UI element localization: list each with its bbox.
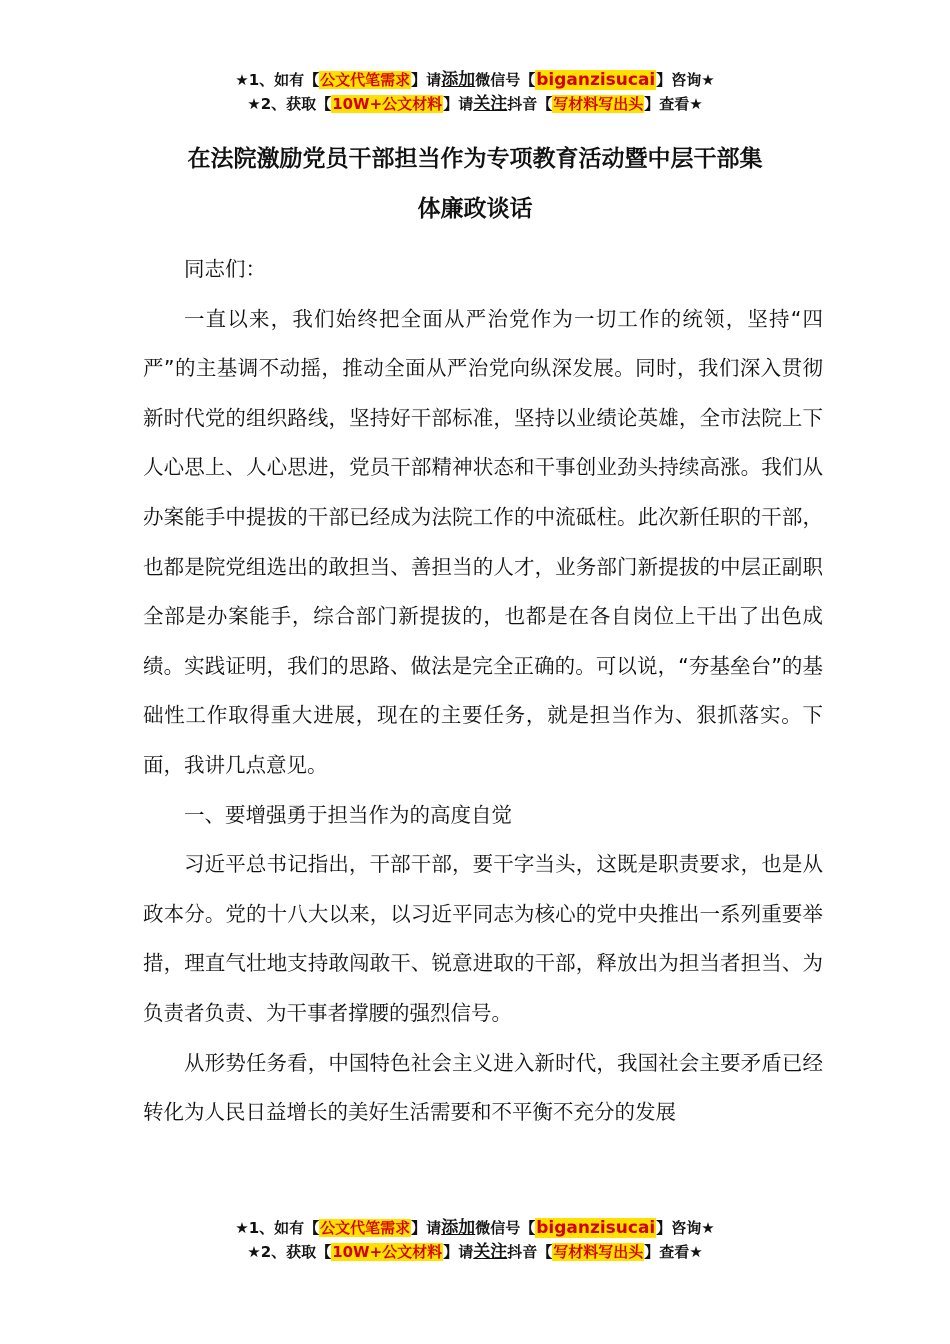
- promo-douyin-id: 写材料写出头: [553, 1243, 644, 1261]
- promo-underlined: 添加: [441, 1218, 476, 1238]
- promo-text: ★2、获取【: [247, 1243, 332, 1261]
- promo-text: ★1、如有【: [235, 71, 320, 89]
- promo-line-2: [0, 1240, 950, 1264]
- promo-underlined: 关注: [473, 94, 508, 114]
- promo-text: 】咨询★: [656, 71, 715, 89]
- promo-douyin-id: 写材料写出头: [553, 95, 644, 113]
- promo-text: 微信号【: [475, 71, 536, 89]
- promo-text: 】请: [443, 1243, 474, 1261]
- promo-text: 微信号【: [475, 1219, 536, 1237]
- promo-text: ★1、如有【: [235, 1219, 320, 1237]
- promo-text: 】请: [411, 1219, 442, 1237]
- section-heading-1: 一、要增强勇于担当作为的高度自觉: [184, 802, 512, 827]
- footer-promo-banner: [0, 1216, 950, 1264]
- promo-text: 】咨询★: [656, 1219, 715, 1237]
- promo-text: 抖音【: [507, 1243, 553, 1261]
- promo-text: 抖音【: [507, 95, 553, 113]
- promo-text: 】请: [443, 95, 474, 113]
- promo-highlight: 10W+公文材料: [332, 1243, 443, 1261]
- promo-highlight: 公文代笔需求: [320, 71, 411, 89]
- paragraph: 习近平总书记指出，干部干部，要干字当头，这既是职责要求，也是从政本分。党的十八大以来，以习近平同志为核心的党中央推出一系列重要举措，理直气壮地支持敢闯敢干、锐意进取的干部，释放出为担当者担当、为负责者负责、为干事者撑腰的强烈信号。: [143, 852, 823, 1025]
- title-line-1: 在法院激励党员干部担当作为专项教育活动暨中层干部集: [187, 146, 763, 172]
- promo-wechat-id: biganzisucai: [536, 70, 656, 90]
- title-line-2: 体廉政谈话: [417, 196, 533, 222]
- promo-highlight: 公文代笔需求: [320, 1219, 411, 1237]
- promo-underlined: 添加: [441, 70, 476, 90]
- promo-line-1: [0, 1216, 950, 1240]
- promo-text: ★2、获取【: [247, 95, 332, 113]
- promo-text: 】查看★: [644, 1243, 703, 1261]
- promo-text: 】查看★: [644, 95, 703, 113]
- promo-line-1: [0, 68, 950, 92]
- document-body: [143, 245, 823, 1138]
- promo-line-2: [0, 92, 950, 116]
- promo-text: 】请: [411, 71, 442, 89]
- promo-wechat-id: biganzisucai: [536, 1218, 656, 1238]
- document-title: [140, 134, 810, 234]
- paragraph: 从形势任务看，中国特色社会主义进入新时代，我国社会主要矛盾已经转化为人民日益增长的美好生活需要和不平衡不充分的发展: [143, 1050, 823, 1125]
- promo-highlight: 10W+公文材料: [332, 95, 443, 113]
- salutation: 同志们：: [184, 257, 266, 281]
- paragraph-intro: 一直以来，我们始终把全面从严治党作为一切工作的统领，坚持“四严”的主基调不动摇，推动全面从严治党向纵深发展。同时，我们深入贯彻新时代党的组织路线，坚持好干部标准，坚持以业绩论英雄，全市法院上下人心思上、人心思进，党员干部精神状态和干事创业劲头持续高涨。我们从办案能手中提拔的干部已经成为法院工作的中流砥柱。此次新任职的干部，也都是院党组选出的敢担当、善担当的人才，业务部门新提拔的中层正副职全部是办案能手，综合部门新提拔的，也都是在各自岗位上干出了出色成绩。实践证明，我们的思路、做法是完全正确的。可以说，“夯基垒台”的基础性工作取得重大进展，现在的主要任务，就是担当作为、狠抓落实。下面，我讲几点意见。: [143, 306, 823, 777]
- promo-underlined: 关注: [473, 1242, 508, 1262]
- header-promo-banner: [0, 68, 950, 116]
